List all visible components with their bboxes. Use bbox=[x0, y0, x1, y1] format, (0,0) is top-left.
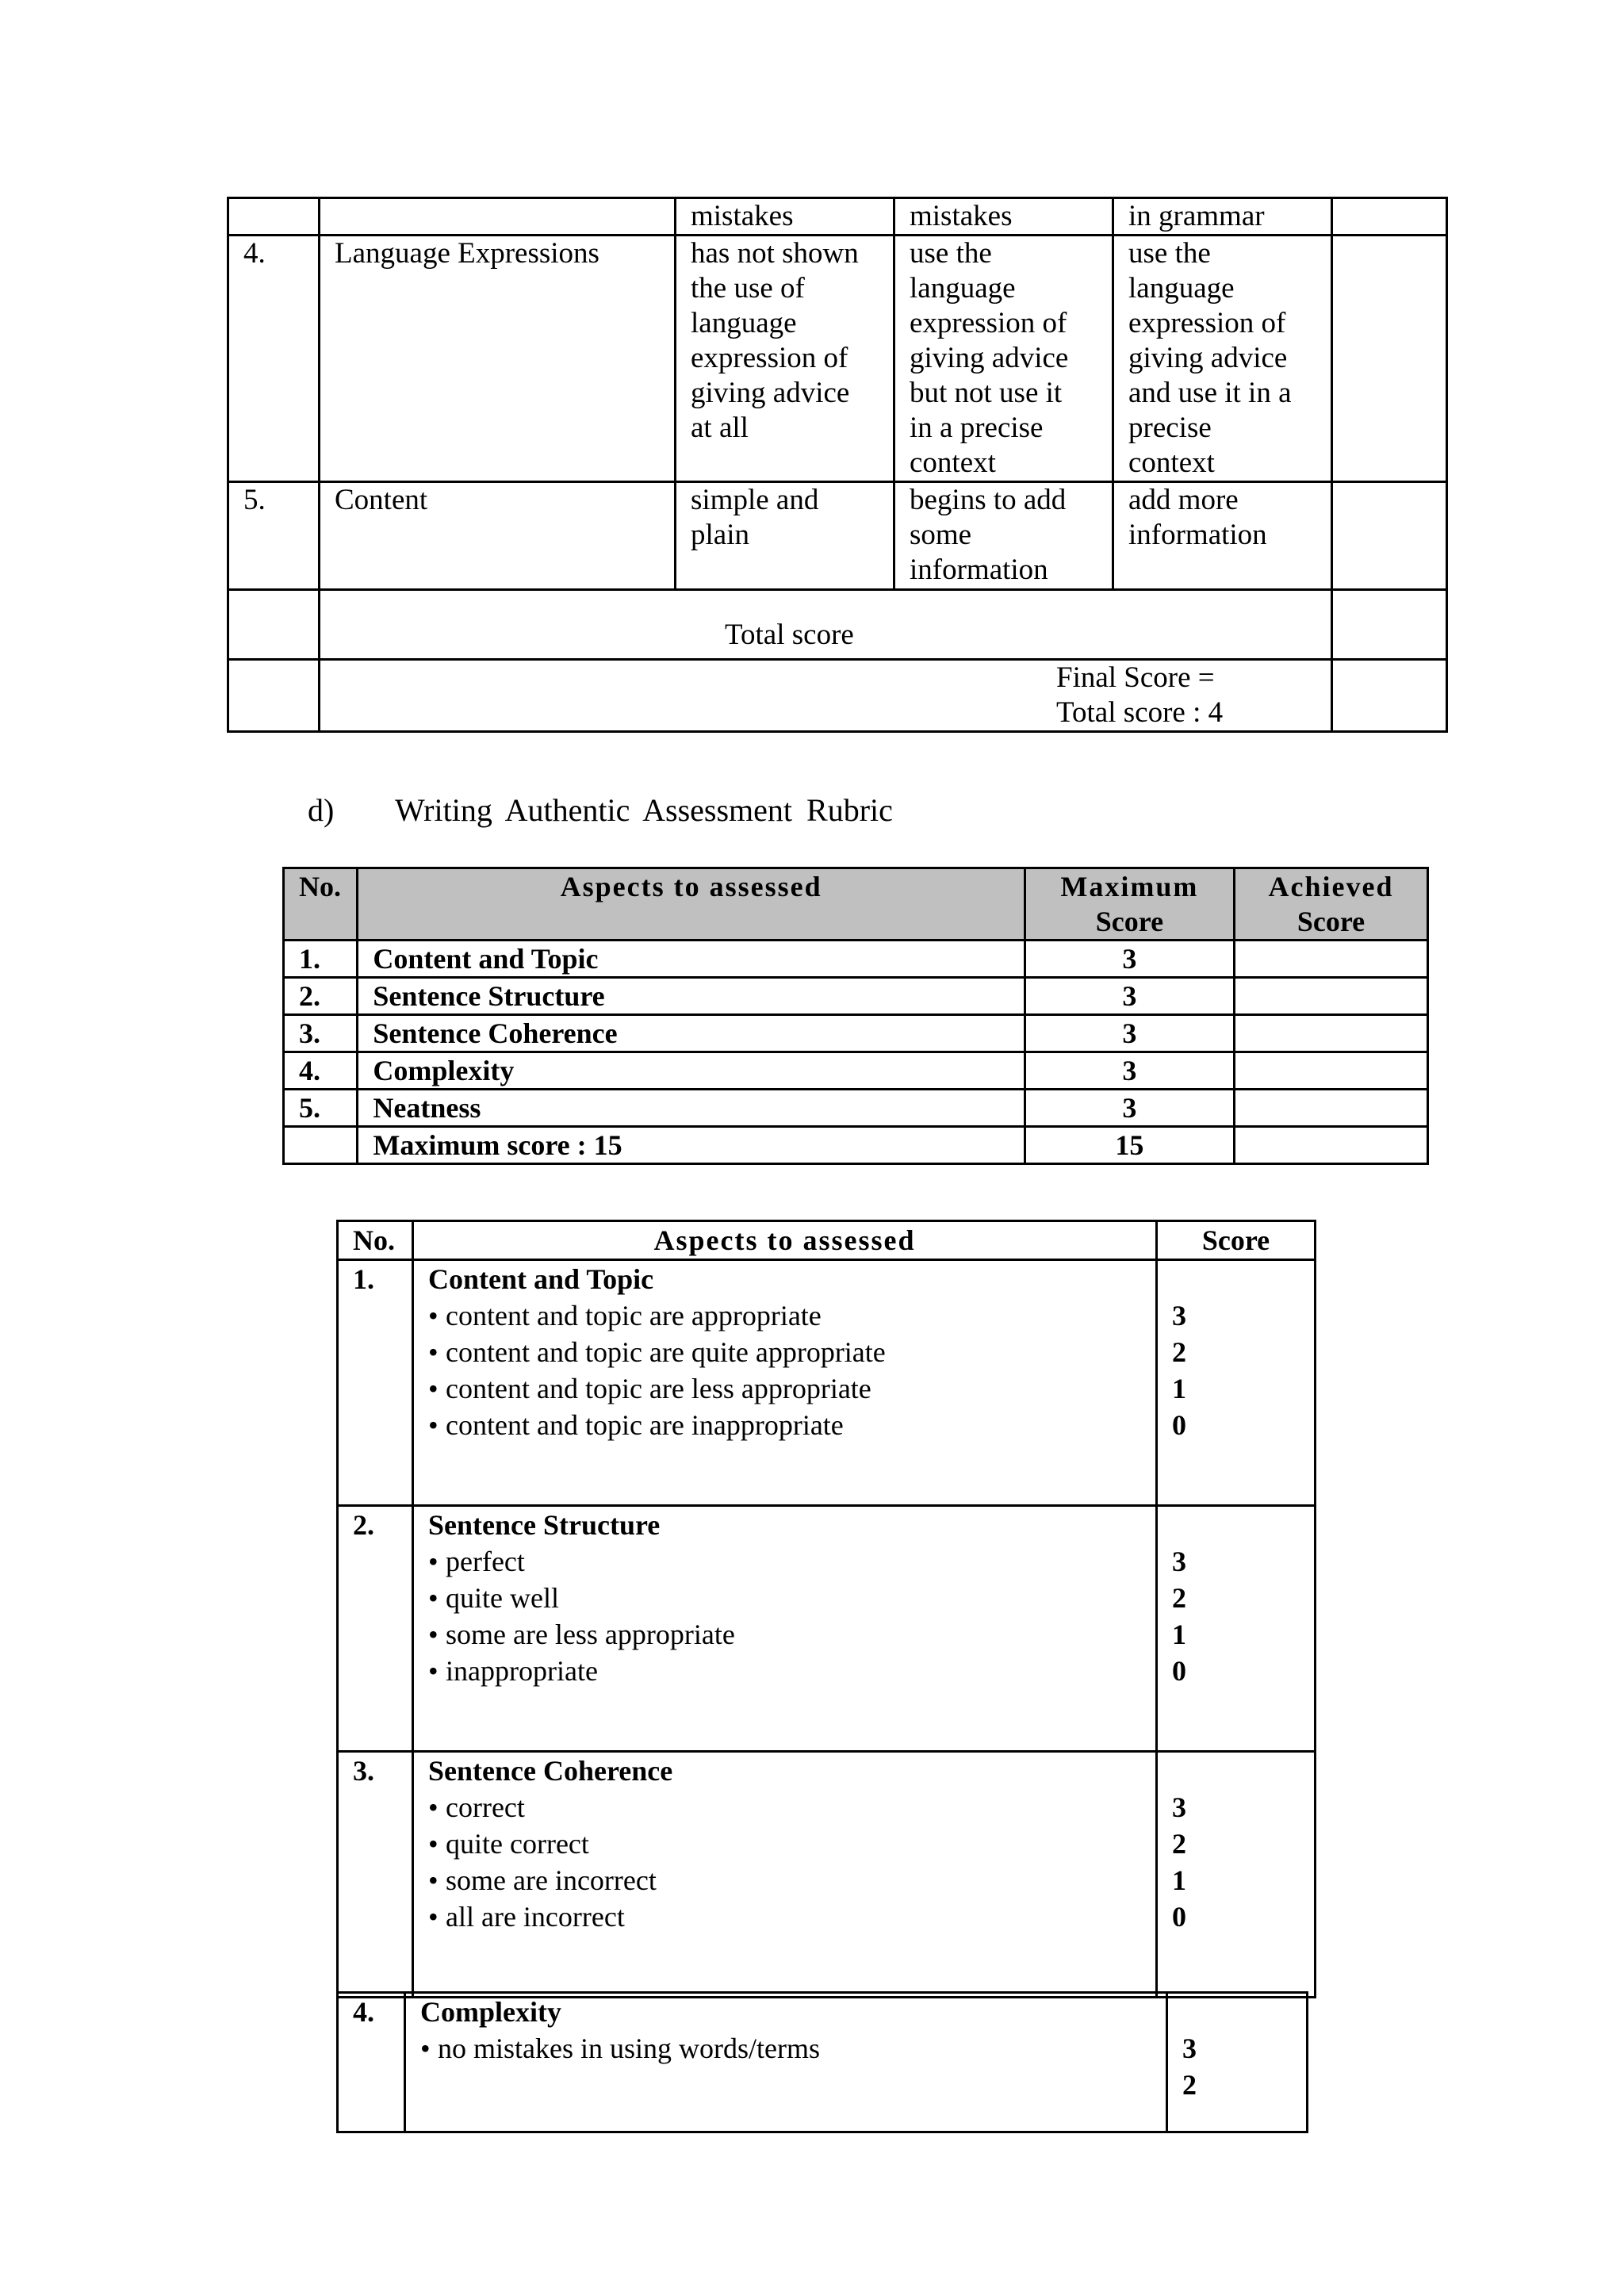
cell-line: precise bbox=[1128, 412, 1212, 444]
aspect-title: Sentence Coherence bbox=[428, 1755, 673, 1787]
final-score-label bbox=[1056, 661, 1223, 730]
table-row bbox=[228, 236, 1447, 482]
final-score-value bbox=[1332, 660, 1447, 732]
table-row bbox=[284, 978, 1428, 1015]
row-max-score: 3 bbox=[1025, 1090, 1234, 1127]
final-row-number bbox=[228, 660, 320, 732]
header-line: Maximum bbox=[1060, 871, 1199, 902]
score-value: 3 bbox=[1172, 1300, 1186, 1331]
table-row bbox=[284, 1015, 1428, 1052]
section-title: Writing Authentic Assessment Rubric bbox=[395, 792, 893, 828]
detail-rubric-table bbox=[336, 1220, 1316, 1998]
score-list bbox=[1167, 1993, 1308, 2132]
row-number: 4. bbox=[338, 1993, 405, 2132]
header-achieved-score bbox=[1234, 868, 1427, 941]
table-header-row bbox=[284, 868, 1428, 941]
row-aspect: Sentence Structure bbox=[358, 978, 1025, 1015]
table-row bbox=[338, 1506, 1316, 1752]
row-achieved-score bbox=[1234, 1090, 1427, 1127]
row-number: 3. bbox=[284, 1015, 358, 1052]
criteria-item: • content and topic are less appropriate bbox=[428, 1370, 1155, 1407]
detail-rubric-table-continued bbox=[336, 1991, 1308, 2133]
level-2-cell: mistakes bbox=[894, 198, 1113, 236]
cell-line: information bbox=[1128, 519, 1267, 551]
score-list bbox=[1157, 1260, 1316, 1506]
header-aspect: Aspects to assessed bbox=[413, 1221, 1157, 1260]
score-value: 3 bbox=[1182, 2033, 1197, 2064]
score-list bbox=[1157, 1506, 1316, 1752]
row-aspect bbox=[413, 1260, 1157, 1506]
cell-line: the use of bbox=[691, 272, 805, 305]
cell-line: giving advice bbox=[910, 342, 1069, 374]
cell-line: context bbox=[910, 446, 996, 479]
cell-line: plain bbox=[691, 519, 749, 551]
score-value: 1 bbox=[1172, 1373, 1186, 1404]
score-value: 0 bbox=[1172, 1901, 1186, 1933]
row-max-score: 3 bbox=[1025, 978, 1234, 1015]
table-row bbox=[338, 1752, 1316, 1998]
row-aspect: Neatness bbox=[358, 1090, 1025, 1127]
row-aspect bbox=[405, 1993, 1167, 2132]
final-score-line-1: Final Score = bbox=[1056, 661, 1215, 694]
cell-line: add more bbox=[1128, 484, 1239, 516]
criteria-item: • content and topic are inappropriate bbox=[428, 1407, 1155, 1443]
cell-line: information bbox=[910, 554, 1048, 586]
header-no: No. bbox=[284, 868, 358, 941]
score-value: 2 bbox=[1172, 1828, 1186, 1860]
score-cell bbox=[1332, 198, 1447, 236]
total-score-label: Total score bbox=[725, 619, 854, 651]
cell-line: language bbox=[691, 307, 797, 339]
row-number: 5. bbox=[228, 482, 320, 590]
row-aspect bbox=[413, 1506, 1157, 1752]
cell-line: in a precise bbox=[910, 412, 1044, 444]
criteria-item: • no mistakes in using words/terms bbox=[420, 2030, 1166, 2067]
row-achieved-score bbox=[1234, 941, 1427, 978]
header-score: Score bbox=[1157, 1221, 1316, 1260]
section-letter: d) bbox=[308, 792, 335, 828]
row-number: 2. bbox=[338, 1506, 413, 1752]
level-2-cell bbox=[894, 236, 1113, 482]
final-score-cell bbox=[320, 660, 1332, 732]
row-achieved-score bbox=[1234, 1015, 1427, 1052]
score-value: 1 bbox=[1172, 1864, 1186, 1896]
cell-line: and use it in a bbox=[1128, 377, 1292, 409]
criteria-item: • all are incorrect bbox=[428, 1898, 1155, 1935]
row-achieved-score bbox=[1234, 1052, 1427, 1090]
section-heading bbox=[308, 791, 893, 829]
summary-rubric-table bbox=[282, 867, 1429, 1165]
score-value: 3 bbox=[1172, 1546, 1186, 1577]
cell-line: giving advice bbox=[1128, 342, 1288, 374]
row-aspect: Language Expressions bbox=[320, 236, 676, 482]
row-aspect: Content and Topic bbox=[358, 941, 1025, 978]
score-value: 0 bbox=[1172, 1409, 1186, 1441]
table-header-row bbox=[338, 1221, 1316, 1260]
table-row bbox=[338, 1993, 1308, 2132]
row-number: 1. bbox=[338, 1260, 413, 1506]
cell-line: expression of bbox=[691, 342, 848, 374]
row-max-score: 3 bbox=[1025, 941, 1234, 978]
cell-line: has not shown bbox=[691, 237, 859, 270]
level-1-cell: mistakes bbox=[676, 198, 894, 236]
row-aspect: Content bbox=[320, 482, 676, 590]
cell-line: begins to add bbox=[910, 484, 1067, 516]
level-3-cell: in grammar bbox=[1113, 198, 1332, 236]
cell-line: at all bbox=[691, 412, 749, 444]
footer-max-score: 15 bbox=[1025, 1127, 1234, 1164]
level-1-cell bbox=[676, 236, 894, 482]
aspect-title: Sentence Structure bbox=[428, 1509, 661, 1541]
row-aspect bbox=[320, 198, 676, 236]
score-cell bbox=[1332, 236, 1447, 482]
header-no: No. bbox=[338, 1221, 413, 1260]
table-footer-row bbox=[284, 1127, 1428, 1164]
aspect-title: Content and Topic bbox=[428, 1263, 654, 1295]
row-number: 3. bbox=[338, 1752, 413, 1998]
table-row bbox=[284, 941, 1428, 978]
header-line: Achieved bbox=[1268, 871, 1394, 902]
criteria-item: • correct bbox=[428, 1789, 1155, 1826]
footer-achieved-score bbox=[1234, 1127, 1427, 1164]
row-number: 4. bbox=[284, 1052, 358, 1090]
row-number: 1. bbox=[284, 941, 358, 978]
score-value: 2 bbox=[1172, 1336, 1186, 1368]
cell-line: language bbox=[910, 272, 1016, 305]
table-row bbox=[338, 1260, 1316, 1506]
footer-no bbox=[284, 1127, 358, 1164]
table-row bbox=[228, 198, 1447, 236]
footer-label: Maximum score : 15 bbox=[358, 1127, 1025, 1164]
cell-line: expression of bbox=[1128, 307, 1286, 339]
score-value: 3 bbox=[1172, 1791, 1186, 1823]
total-row-number bbox=[228, 590, 320, 660]
criteria-item: • inappropriate bbox=[428, 1653, 1155, 1689]
criteria-item: • quite well bbox=[428, 1580, 1155, 1616]
cell-line: simple and bbox=[691, 484, 819, 516]
top-rubric-table bbox=[227, 197, 1448, 733]
row-achieved-score bbox=[1234, 978, 1427, 1015]
aspect-title: Complexity bbox=[420, 1996, 561, 2028]
row-max-score: 3 bbox=[1025, 1052, 1234, 1090]
cell-line: giving advice bbox=[691, 377, 850, 409]
score-list bbox=[1157, 1752, 1316, 1998]
row-max-score: 3 bbox=[1025, 1015, 1234, 1052]
criteria-list bbox=[428, 1297, 1155, 1443]
criteria-item: • quite correct bbox=[428, 1826, 1155, 1862]
level-3-cell bbox=[1113, 482, 1332, 590]
table-row bbox=[284, 1090, 1428, 1127]
total-score-value bbox=[1332, 590, 1447, 660]
level-3-cell bbox=[1113, 236, 1332, 482]
criteria-list bbox=[420, 2030, 1166, 2067]
cell-line: but not use it bbox=[910, 377, 1063, 409]
criteria-item: • perfect bbox=[428, 1543, 1155, 1580]
header-line: Score bbox=[1095, 906, 1164, 937]
header-line: Score bbox=[1297, 906, 1365, 937]
level-2-cell bbox=[894, 482, 1113, 590]
row-aspect: Sentence Coherence bbox=[358, 1015, 1025, 1052]
header-maximum-score bbox=[1025, 868, 1234, 941]
cell-line: use the bbox=[910, 237, 992, 270]
score-cell bbox=[1332, 482, 1447, 590]
criteria-item: • some are less appropriate bbox=[428, 1616, 1155, 1653]
cell-line: expression of bbox=[910, 307, 1067, 339]
cell-line: use the bbox=[1128, 237, 1211, 270]
criteria-item: • content and topic are appropriate bbox=[428, 1297, 1155, 1334]
criteria-item: • content and topic are quite appropriate bbox=[428, 1334, 1155, 1370]
criteria-list bbox=[428, 1543, 1155, 1689]
criteria-item: • some are incorrect bbox=[428, 1862, 1155, 1898]
criteria-list bbox=[428, 1789, 1155, 1935]
row-number: 4. bbox=[228, 236, 320, 482]
score-value: 1 bbox=[1172, 1619, 1186, 1650]
cell-line: context bbox=[1128, 446, 1215, 479]
final-score-line-2: Total score : 4 bbox=[1056, 696, 1224, 729]
final-row bbox=[228, 660, 1447, 732]
score-value: 0 bbox=[1172, 1655, 1186, 1687]
row-number bbox=[228, 198, 320, 236]
cell-line: some bbox=[910, 519, 972, 551]
row-aspect: Complexity bbox=[358, 1052, 1025, 1090]
row-aspect bbox=[413, 1752, 1157, 1998]
table-row bbox=[284, 1052, 1428, 1090]
table-row bbox=[228, 482, 1447, 590]
total-row bbox=[228, 590, 1447, 660]
score-value: 2 bbox=[1182, 2069, 1197, 2101]
score-value: 2 bbox=[1172, 1582, 1186, 1614]
level-1-cell bbox=[676, 482, 894, 590]
row-number: 2. bbox=[284, 978, 358, 1015]
row-number: 5. bbox=[284, 1090, 358, 1127]
total-score-cell bbox=[320, 590, 1332, 660]
header-aspect: Aspects to assessed bbox=[358, 868, 1025, 941]
cell-line: language bbox=[1128, 272, 1235, 305]
